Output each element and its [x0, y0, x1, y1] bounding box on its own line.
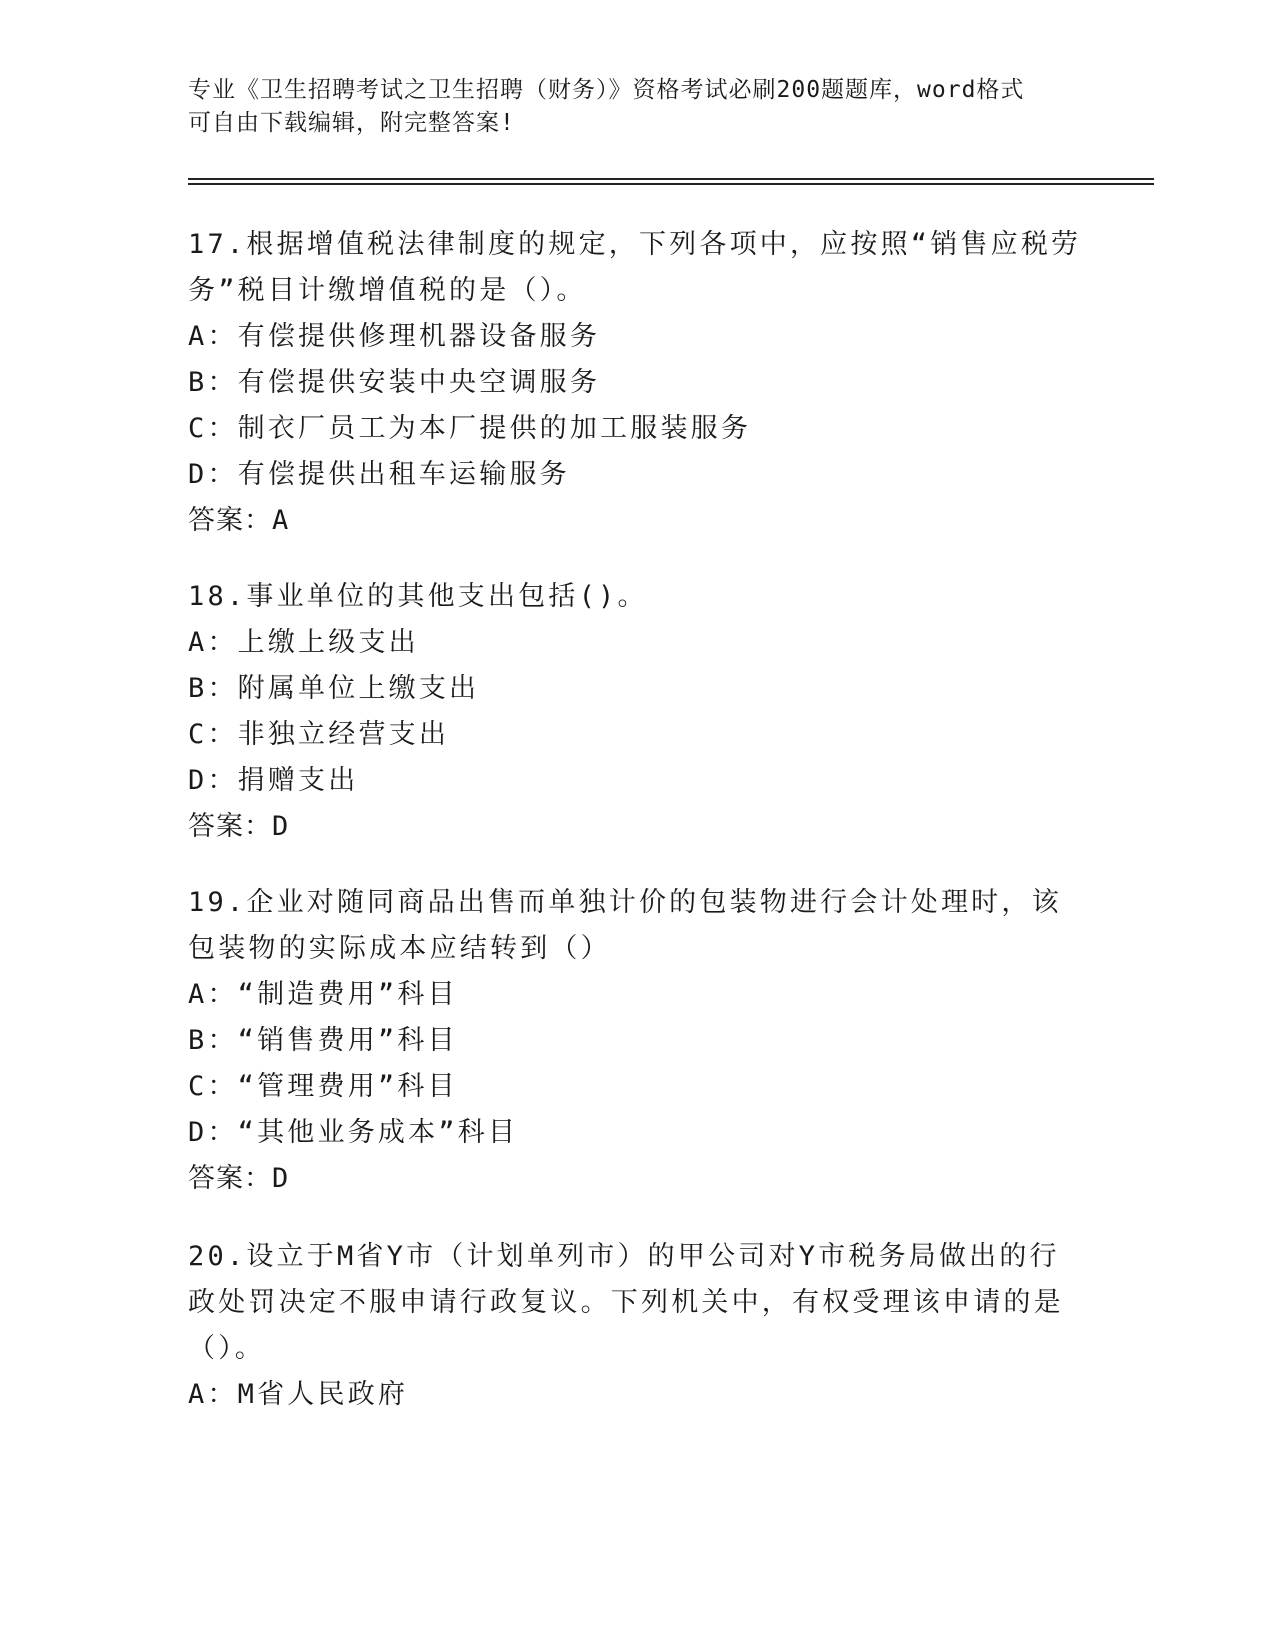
answer-value: D	[272, 811, 290, 842]
question-17	[188, 222, 1088, 544]
question-20	[188, 1234, 1088, 1418]
question-stem: 17.根据增值税法律制度的规定，下列各项中，应按照“销售应税劳务”税目计缴增值税的是（）。	[188, 229, 1082, 306]
answer-label: 答案：	[188, 811, 272, 842]
option-c: C：非独立经营支出	[188, 719, 450, 750]
header-divider-top	[188, 178, 1154, 180]
answer-value: D	[272, 1163, 290, 1194]
option-b: B：有偿提供安装中央空调服务	[188, 367, 601, 398]
option-c: C：“管理费用”科目	[188, 1071, 458, 1102]
option-a: A：“制造费用”科目	[188, 979, 458, 1010]
header-line-1: 专业《卫生招聘考试之卫生招聘（财务）》资格考试必刷200题题库，word格式	[188, 77, 1025, 103]
document-header	[188, 74, 1088, 140]
option-d: D：捐赠支出	[188, 765, 359, 796]
option-a: A：上缴上级支出	[188, 627, 419, 658]
answer	[188, 804, 1088, 850]
header-line-2: 可自由下载编辑，附完整答案!	[188, 110, 515, 136]
answer-value: A	[272, 505, 290, 536]
answer	[188, 1156, 1088, 1202]
answer	[188, 498, 1088, 544]
question-19	[188, 880, 1088, 1202]
question-18	[188, 574, 1088, 850]
question-stem: 18.事业单位的其他支出包括()。	[188, 581, 648, 612]
header-divider-bottom	[188, 183, 1154, 185]
option-a: A：有偿提供修理机器设备服务	[188, 321, 601, 352]
question-stem: 19.企业对随同商品出售而单独计价的包装物进行会计处理时，该包装物的实际成本应结转到（）	[188, 887, 1062, 964]
option-b: B：附属单位上缴支出	[188, 673, 480, 704]
answer-label: 答案：	[188, 505, 272, 536]
option-c: C：制衣厂员工为本厂提供的加工服装服务	[188, 413, 752, 444]
option-a: A：M省人民政府	[188, 1379, 409, 1410]
option-d: D：“其他业务成本”科目	[188, 1117, 519, 1148]
option-b: B：“销售费用”科目	[188, 1025, 458, 1056]
question-stem: 20.设立于M省Y市（计划单列市）的甲公司对Y市税务局做出的行政处罚决定不服申请行政复议。下列机关中，有权受理该申请的是（）。	[188, 1241, 1064, 1364]
option-d: D：有偿提供出租车运输服务	[188, 459, 570, 490]
answer-label: 答案：	[188, 1163, 272, 1194]
